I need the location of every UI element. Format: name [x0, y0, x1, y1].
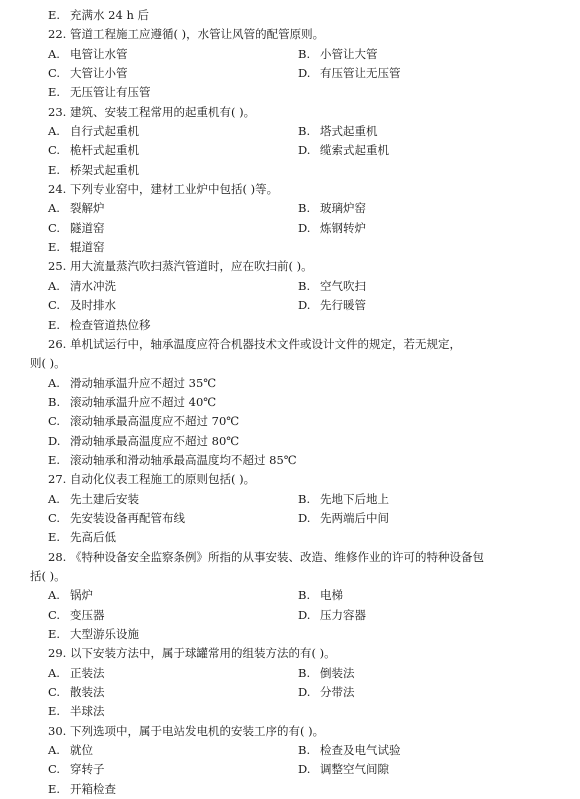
option-line [30, 374, 540, 393]
option-text: 桅杆式起重机 [70, 143, 139, 158]
option-text: 先安装设备再配管布线 [70, 510, 185, 525]
option-cell [298, 760, 389, 779]
option-label: D. [298, 510, 311, 525]
option-label: B. [298, 124, 311, 139]
question-stem [30, 470, 540, 489]
option-label: B. [48, 394, 61, 409]
option-cell [48, 199, 298, 218]
option-row [30, 161, 540, 180]
option-row [30, 490, 540, 509]
option-label: E. [48, 85, 61, 100]
question-text: 以下安装方法中，属于球罐常用的组装方法的有( )。 [70, 646, 336, 661]
question-number: 29. [48, 646, 67, 661]
option-cell [48, 664, 298, 683]
option-text: 玻璃炉窑 [320, 201, 366, 216]
option-line [30, 393, 540, 412]
option-text: 滑动轴承温升应不超过 35℃ [70, 375, 217, 390]
option-row [30, 664, 540, 683]
question-text: 管道工程施工应遵循( )，水管让风管的配管原则。 [70, 27, 325, 42]
option-label: A. [48, 201, 60, 216]
option-cell [298, 586, 343, 605]
option-cell [48, 64, 298, 83]
question-text: 建筑、安装工程常用的起重机有( )。 [70, 104, 256, 119]
option-text: 先地下后地上 [320, 491, 389, 506]
option-label: B. [298, 46, 311, 61]
option-cell [298, 45, 378, 64]
option-row [30, 586, 540, 605]
option-row [30, 683, 540, 702]
option-text: 先两端后中间 [320, 510, 389, 525]
option-text: 锅炉 [70, 588, 93, 603]
option-row [30, 316, 540, 335]
option-text: 空气吹扫 [320, 278, 366, 293]
option-cell [48, 161, 298, 180]
option-label: C. [48, 607, 61, 622]
question-stem [30, 180, 540, 199]
option-text: 变压器 [70, 607, 105, 622]
question-number: 25. [48, 259, 67, 274]
option-label: C. [48, 66, 61, 81]
option-text: 塔式起重机 [320, 124, 378, 139]
option-cell [48, 296, 298, 315]
option-cell [48, 45, 298, 64]
option-text: 正装法 [70, 665, 105, 680]
option-line [30, 451, 540, 470]
option-text: 调整空气间隙 [320, 762, 389, 777]
option-text: 先高后低 [70, 530, 116, 545]
option-text: 先行暖管 [320, 298, 366, 313]
option-label: A. [48, 375, 60, 390]
question-number: 23. [48, 104, 67, 119]
option-cell [48, 141, 298, 160]
question-text: 自动化仪表工程施工的原则包括( )。 [70, 472, 256, 487]
option-cell [48, 277, 298, 296]
question-number: 27. [48, 472, 67, 487]
question-stem [30, 257, 540, 276]
option-cell [48, 238, 298, 257]
option-text: 开箱检查 [70, 781, 116, 796]
option-text: 就位 [70, 743, 93, 758]
option-row [30, 606, 540, 625]
option-cell [48, 509, 298, 528]
option-label: A. [48, 665, 60, 680]
option-text: 清水冲洗 [70, 278, 116, 293]
question-number: 26. [48, 336, 67, 351]
option-text: 压力容器 [320, 607, 366, 622]
option-cell [298, 122, 378, 141]
option-cell [48, 741, 298, 760]
option-cell [298, 606, 366, 625]
option-text: 大管让小管 [70, 66, 128, 81]
option-text: 分带法 [320, 685, 355, 700]
question-text-continued: 则( )。 [30, 356, 66, 371]
option-cell [48, 528, 298, 547]
option-cell [48, 625, 298, 644]
option-label: E. [48, 8, 61, 22]
option-line [30, 432, 540, 451]
option-text: 滚动轴承和滑动轴承最高温度均不超过 85℃ [70, 452, 297, 467]
option-text: 滑动轴承最高温度应不超过 80℃ [70, 433, 240, 448]
option-label: C. [48, 414, 61, 429]
option-row [30, 509, 540, 528]
option-text: 穿转子 [70, 762, 105, 777]
option-label: D. [298, 220, 311, 235]
option-row [30, 219, 540, 238]
option-label: B. [298, 743, 311, 758]
option-cell [48, 702, 298, 721]
option-cell [298, 741, 401, 760]
option-text: 炼钢转炉 [320, 220, 366, 235]
option-text: 散装法 [70, 685, 105, 700]
question-stem [30, 722, 540, 741]
option-row [30, 296, 540, 315]
question-number: 30. [48, 723, 67, 738]
question-stem [30, 25, 540, 44]
option-label: C. [48, 220, 61, 235]
option-line [30, 412, 540, 431]
option-text: 辊道窑 [70, 240, 105, 255]
option-cell [298, 509, 389, 528]
option-label: A. [48, 588, 60, 603]
option-cell [298, 683, 355, 702]
question-text: 下列选项中，属于电站发电机的安装工序的有( )。 [70, 723, 325, 738]
option-text: 电梯 [320, 588, 343, 603]
option-cell [298, 141, 389, 160]
question-number: 24. [48, 182, 67, 197]
option-cell [48, 760, 298, 779]
option-label: B. [298, 491, 311, 506]
option-row [30, 238, 540, 257]
question-text: 《特种设备安全监察条例》所指的从事安装、改造、维修作业的许可的特种设备包 [70, 549, 484, 564]
option-label: A. [48, 46, 60, 61]
option-cell [48, 606, 298, 625]
option-cell [298, 219, 366, 238]
option-cell [298, 490, 389, 509]
option-cell [48, 683, 298, 702]
option-label: B. [298, 665, 311, 680]
option-text: 自行式起重机 [70, 124, 139, 139]
option-label: E. [48, 452, 61, 467]
option-label: A. [48, 491, 60, 506]
option-text: 及时排水 [70, 298, 116, 313]
option-text: 隧道窑 [70, 220, 105, 235]
option-row [30, 760, 540, 779]
option-row [30, 780, 540, 799]
option-row [30, 625, 540, 644]
option-label: E. [48, 530, 61, 545]
option-text: 有压管让无压管 [320, 66, 401, 81]
option-cell [298, 277, 366, 296]
option-text: 检查管道热位移 [70, 317, 151, 332]
option-cell [298, 199, 366, 218]
option-label: C. [48, 510, 61, 525]
question-text: 用大流量蒸汽吹扫蒸汽管道时，应在吹扫前( )。 [70, 259, 313, 274]
question-stem [30, 644, 540, 663]
option-text: 桥架式起重机 [70, 162, 139, 177]
option-label: D. [298, 685, 311, 700]
option-text: 检查及电气试验 [320, 743, 401, 758]
option-label: D. [298, 143, 311, 158]
option-label: C. [48, 762, 61, 777]
option-row [30, 277, 540, 296]
option-label: D. [298, 762, 311, 777]
option-text: 半球法 [70, 704, 105, 719]
option-row [30, 741, 540, 760]
option-label: B. [298, 278, 311, 293]
option-label: D. [298, 607, 311, 622]
option-label: E. [48, 704, 61, 719]
option-cell [298, 296, 366, 315]
option-label: E. [48, 240, 61, 255]
option-label: E. [48, 162, 61, 177]
option-label: C. [48, 685, 61, 700]
option-label: A. [48, 278, 60, 293]
option-label: A. [48, 743, 60, 758]
option-text: 小管让大管 [320, 46, 378, 61]
option-label: D. [298, 66, 311, 81]
option-text: 裂解炉 [70, 201, 105, 216]
option-row [30, 45, 540, 64]
option-cell [298, 664, 355, 683]
option-cell [298, 64, 401, 83]
option-cell [48, 586, 298, 605]
option-label: A. [48, 124, 60, 139]
option-text: 无压管让有压管 [70, 85, 151, 100]
option-row [30, 64, 540, 83]
option-row [30, 528, 540, 547]
option-text: 缆索式起重机 [320, 143, 389, 158]
option-label: E. [48, 627, 61, 641]
option-label: E. [48, 317, 61, 332]
option-line [30, 6, 540, 25]
question-number: 22. [48, 27, 67, 42]
option-row [30, 122, 540, 141]
option-text: 大型游乐设施 [70, 627, 139, 641]
question-text: 下列专业窑中，建材工业炉中包括( )等。 [70, 182, 279, 197]
option-cell [48, 83, 298, 102]
option-row [30, 199, 540, 218]
option-cell [48, 122, 298, 141]
question-text: 单机试运行中，轴承温度应符合机器技术文件或设计文件的规定，若无规定， [70, 336, 461, 351]
option-row [30, 141, 540, 160]
option-label: E. [48, 781, 61, 796]
option-label: B. [298, 201, 311, 216]
option-cell [48, 219, 298, 238]
option-text: 先土建后安装 [70, 491, 139, 506]
option-text: 滚动轴承最高温度应不超过 70℃ [70, 414, 240, 429]
question-text-continued: 括( )。 [30, 568, 66, 583]
option-label: C. [48, 298, 61, 313]
option-label: B. [298, 588, 311, 603]
option-cell [48, 780, 298, 799]
question-stem [30, 103, 540, 122]
option-text: 充满水 24 h 后 [70, 8, 150, 22]
option-text: 滚动轴承温升应不超过 40℃ [70, 394, 217, 409]
option-row [30, 83, 540, 102]
option-cell [48, 490, 298, 509]
option-label: D. [298, 298, 311, 313]
option-text: 倒装法 [320, 665, 355, 680]
option-cell [48, 316, 298, 335]
question-stem [30, 335, 540, 354]
question-stem [30, 548, 540, 567]
option-label: C. [48, 143, 61, 158]
question-number: 28. [48, 549, 67, 564]
option-label: D. [48, 433, 61, 448]
option-row [30, 702, 540, 721]
option-text: 电管让水管 [70, 46, 128, 61]
